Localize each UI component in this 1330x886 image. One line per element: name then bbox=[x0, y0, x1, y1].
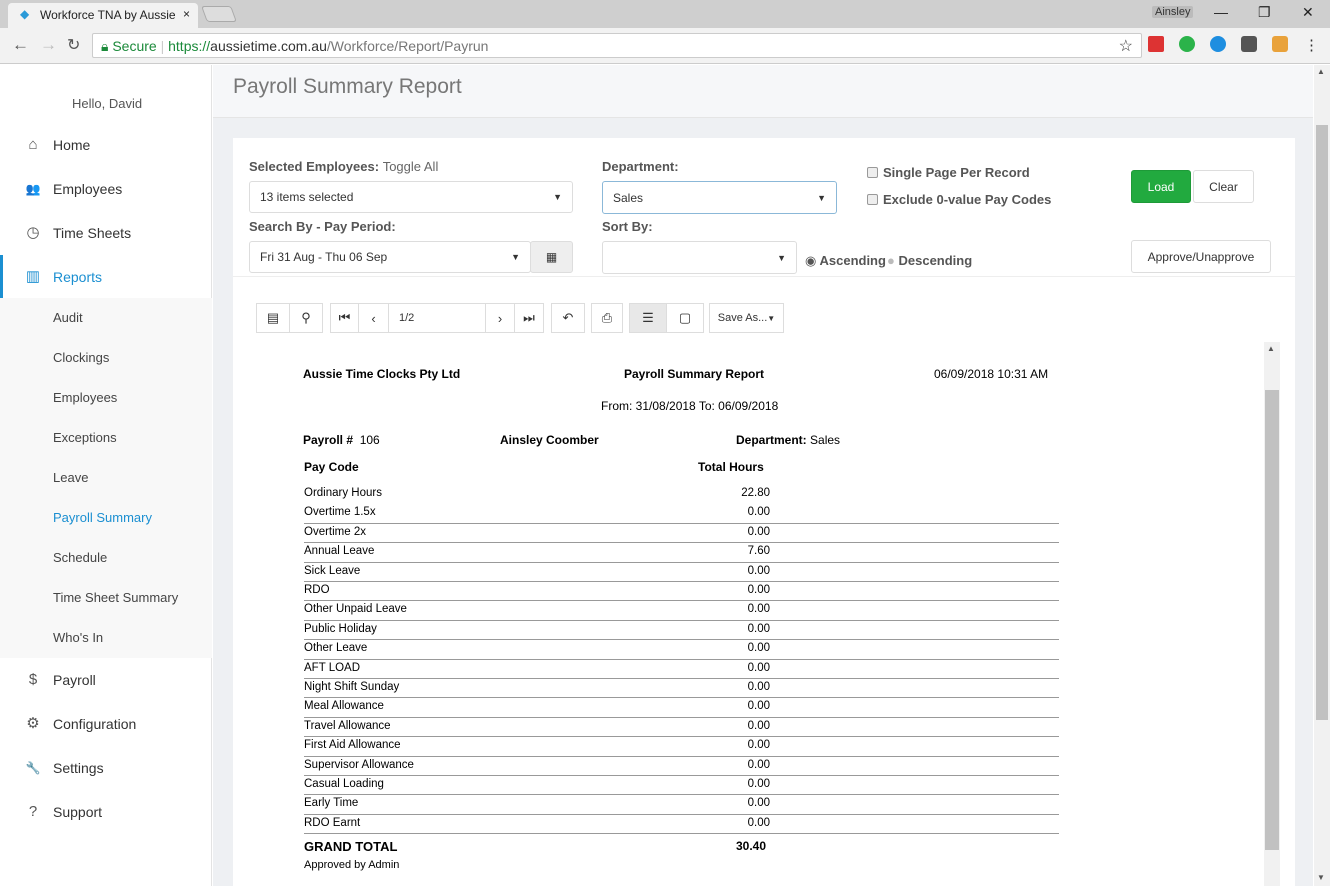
table-row bbox=[304, 815, 1059, 834]
hours-value: 0.00 bbox=[747, 700, 770, 713]
employees-select[interactable] bbox=[249, 181, 573, 213]
address-bar[interactable]: 🔒︎ Secure | https://aussietime.com.au/Workforce/Report/Payrun ☆ bbox=[92, 33, 1142, 58]
hours-value: 0.00 bbox=[747, 642, 770, 655]
print-icon: ⎙ bbox=[601, 310, 613, 325]
greeting: Hello, David bbox=[72, 96, 143, 111]
nav-label: Employees bbox=[53, 181, 123, 197]
page-input[interactable]: 1/2 bbox=[388, 303, 486, 333]
caret-down-icon: ▼ bbox=[817, 192, 826, 203]
nav-report-time-sheet-summary[interactable]: Time Sheet Summary bbox=[0, 578, 212, 618]
close-window-icon[interactable]: ✕ bbox=[1302, 4, 1314, 20]
table-row bbox=[304, 485, 1059, 504]
table-row bbox=[304, 524, 1059, 543]
page-title: Payroll Summary Report bbox=[233, 75, 462, 98]
table-row bbox=[304, 718, 1059, 737]
pay-code: Overtime 1.5x bbox=[304, 506, 376, 519]
document-icon: ▤ bbox=[266, 310, 280, 325]
bookmark-star-icon[interactable]: ☆ bbox=[1118, 38, 1133, 55]
back-icon[interactable]: ← bbox=[12, 35, 29, 54]
pay-code: Other Unpaid Leave bbox=[304, 603, 407, 616]
nav-report-leave[interactable]: Leave bbox=[0, 458, 212, 498]
hours-value: 0.00 bbox=[747, 584, 770, 596]
pay-code: AFT LOAD bbox=[304, 661, 361, 674]
nav-label: Support bbox=[53, 804, 103, 820]
print-button[interactable] bbox=[591, 303, 623, 333]
pay-code: Early Time bbox=[304, 797, 359, 810]
pay-code: Sick Leave bbox=[304, 564, 361, 577]
table-row bbox=[304, 660, 1059, 679]
payroll-label: Payroll # bbox=[303, 433, 354, 447]
nav-report-exceptions[interactable]: Exceptions bbox=[0, 418, 212, 458]
single-page-checkbox[interactable]: Single Page Per Record bbox=[867, 165, 1030, 180]
hours-value: 0.00 bbox=[747, 622, 770, 635]
pay-code: RDO bbox=[304, 584, 330, 596]
total-hours-header: Total Hours bbox=[698, 460, 764, 474]
report-title: Payroll Summary Report bbox=[624, 367, 765, 381]
pay-code-header: Pay Code bbox=[304, 460, 359, 474]
approved-by: Approved by Admin bbox=[304, 859, 400, 871]
pay-code: Public Holiday bbox=[304, 622, 377, 635]
grammarly-icon[interactable] bbox=[1179, 36, 1195, 52]
extension-icon[interactable] bbox=[1272, 36, 1288, 52]
pay-code: First Aid Allowance bbox=[304, 739, 401, 752]
company-name: Aussie Time Clocks Pty Ltd bbox=[303, 367, 461, 381]
nav-configuration[interactable] bbox=[0, 702, 212, 746]
pay-code: RDO Earnt bbox=[304, 816, 361, 829]
reload-icon[interactable]: ↻ bbox=[67, 37, 81, 54]
pay-code: Night Shift Sunday bbox=[304, 681, 400, 693]
url-host: aussietime.com.au bbox=[210, 38, 327, 54]
descending-radio[interactable]: ● Descending bbox=[887, 253, 973, 268]
department-select[interactable] bbox=[602, 181, 837, 214]
dollar-icon: $ bbox=[28, 671, 38, 688]
nav-employees[interactable] bbox=[0, 167, 212, 211]
nav-label: Settings bbox=[53, 760, 104, 776]
nav-label: Home bbox=[53, 137, 91, 153]
page-scrollbar[interactable]: ▲ ▼ bbox=[1314, 65, 1330, 886]
table-row bbox=[304, 795, 1059, 814]
employee-name: Ainsley Coomber bbox=[500, 433, 599, 447]
pay-code: Ordinary Hours bbox=[304, 487, 382, 499]
nav-report-schedule[interactable]: Schedule bbox=[0, 538, 212, 578]
pay-code: Overtime 2x bbox=[304, 525, 366, 538]
sort-by-label: Sort By: bbox=[602, 219, 653, 234]
hours-value: 0.00 bbox=[747, 603, 770, 616]
gear-icon: ⚙ bbox=[26, 715, 40, 732]
help-icon: ? bbox=[28, 803, 38, 820]
table-row bbox=[304, 757, 1059, 776]
prev-page-button[interactable] bbox=[358, 303, 389, 333]
document-map-button[interactable] bbox=[256, 303, 290, 333]
ascending-radio[interactable]: ◉ Ascending bbox=[805, 253, 886, 268]
search-icon: ⚲ bbox=[301, 310, 311, 325]
calendar-icon: ▦ bbox=[545, 250, 558, 264]
extension-icon[interactable] bbox=[1210, 36, 1226, 52]
caret-down-icon: ▼ bbox=[777, 252, 786, 263]
home-icon: ⌂ bbox=[28, 136, 38, 153]
pay-code: Travel Allowance bbox=[304, 719, 391, 732]
search-button[interactable] bbox=[289, 303, 323, 333]
pay-period-value: Fri 31 Aug - Thu 06 Sep bbox=[260, 250, 388, 264]
nav-report-audit[interactable]: Audit bbox=[0, 298, 212, 338]
next-page-button[interactable] bbox=[485, 303, 515, 333]
table-row bbox=[304, 698, 1059, 717]
pocket-icon[interactable] bbox=[1241, 36, 1257, 52]
generated-timestamp: 06/09/2018 10:31 AM bbox=[934, 367, 1049, 381]
date-range: From: 31/08/2018 To: 06/09/2018 bbox=[601, 399, 779, 413]
department-label: Department: bbox=[602, 159, 679, 174]
reply-icon: ↶ bbox=[562, 310, 574, 325]
department-value: Sales bbox=[810, 433, 841, 447]
clock-icon: ◷ bbox=[26, 224, 40, 241]
bar-chart-icon: ▥ bbox=[25, 268, 41, 285]
pay-code: Supervisor Allowance bbox=[304, 758, 414, 771]
close-tab-icon[interactable]: × bbox=[182, 7, 190, 21]
load-button[interactable]: Load bbox=[1131, 170, 1191, 203]
hours-value: 0.00 bbox=[747, 525, 770, 538]
nav-home[interactable] bbox=[0, 123, 212, 167]
last-page-icon: ⏭ bbox=[523, 310, 535, 325]
toggle-all-link[interactable]: Toggle All bbox=[382, 159, 439, 174]
first-page-icon: ⏮ bbox=[338, 310, 351, 325]
browser-tab-bar bbox=[0, 0, 1330, 28]
url-scheme: https:// bbox=[168, 38, 211, 54]
nav-label: Configuration bbox=[53, 716, 137, 732]
nav-report-payroll-summary[interactable]: Payroll Summary bbox=[0, 498, 212, 538]
lock-icon: 🔒︎ bbox=[101, 38, 109, 54]
pay-code: Casual Loading bbox=[304, 778, 384, 790]
exclude-zero-checkbox[interactable]: Exclude 0-value Pay Codes bbox=[867, 192, 1051, 207]
hours-value: 22.80 bbox=[741, 487, 770, 499]
minimize-icon[interactable]: — bbox=[1214, 4, 1228, 20]
chevron-left-icon: ‹ bbox=[371, 310, 376, 326]
forward-icon[interactable]: → bbox=[40, 35, 57, 54]
pay-code: Other Leave bbox=[304, 642, 368, 655]
nav-report-employees[interactable]: Employees bbox=[0, 378, 212, 418]
restore-icon[interactable]: ❐ bbox=[1258, 4, 1271, 20]
hours-value: 0.00 bbox=[747, 758, 770, 771]
hours-value: 0.00 bbox=[747, 719, 770, 732]
single-page-icon: ▢ bbox=[678, 310, 692, 325]
tab-title: Workforce TNA by Aussie bbox=[40, 8, 176, 22]
hours-value: 0.00 bbox=[747, 816, 770, 829]
hours-value: 0.00 bbox=[747, 778, 770, 790]
department-label: Department: bbox=[736, 433, 807, 447]
table-row bbox=[304, 737, 1059, 756]
nav-payroll[interactable] bbox=[0, 658, 212, 702]
nav-time-sheets[interactable] bbox=[0, 211, 212, 255]
nav-label: Payroll bbox=[53, 672, 96, 688]
department-value: Sales bbox=[613, 190, 644, 205]
pay-code: Meal Allowance bbox=[304, 700, 384, 713]
url-path: /Workforce/Report/Payrun bbox=[326, 38, 489, 54]
table-row bbox=[304, 679, 1059, 698]
nav-label: Time Sheets bbox=[53, 225, 132, 241]
menu-icon[interactable]: ⋮ bbox=[1304, 37, 1319, 54]
nav-report-clockings[interactable]: Clockings bbox=[0, 338, 212, 378]
back-to-parent-button[interactable] bbox=[551, 303, 585, 333]
continuous-view-button[interactable] bbox=[629, 303, 667, 333]
caret-down-icon: ▼ bbox=[511, 252, 520, 262]
hours-value: 0.00 bbox=[747, 739, 770, 752]
clear-button[interactable]: Clear bbox=[1193, 170, 1254, 203]
new-tab-button[interactable] bbox=[201, 6, 237, 22]
employees-value: 13 items selected bbox=[260, 190, 354, 204]
table-row bbox=[304, 640, 1059, 659]
nav-settings[interactable] bbox=[0, 746, 212, 790]
report-scrollbar[interactable]: ▲ bbox=[1264, 342, 1280, 886]
grand-total-value: 30.40 bbox=[736, 839, 767, 853]
approve-unapprove-button[interactable]: Approve/Unapprove bbox=[1131, 240, 1271, 273]
table-row bbox=[304, 543, 1059, 562]
table-row bbox=[304, 601, 1059, 620]
hours-value: 0.00 bbox=[747, 564, 770, 577]
extension-icon[interactable] bbox=[1148, 36, 1164, 52]
table-row bbox=[304, 582, 1059, 601]
hours-value: 0.00 bbox=[747, 681, 770, 693]
single-page-view-button[interactable] bbox=[666, 303, 704, 333]
save-as-button[interactable]: Save As... ▼ bbox=[709, 303, 784, 333]
hours-value: 7.60 bbox=[747, 545, 770, 558]
nav-report-who-s-in[interactable]: Who's In bbox=[0, 618, 212, 658]
grand-total-label: GRAND TOTAL bbox=[304, 839, 398, 854]
table-row bbox=[304, 776, 1059, 795]
caret-down-icon: ▼ bbox=[553, 192, 562, 202]
table-row bbox=[304, 563, 1059, 582]
chevron-right-icon: › bbox=[497, 310, 503, 326]
last-page-button[interactable] bbox=[514, 303, 544, 333]
hours-value: 0.00 bbox=[747, 797, 770, 810]
nav-label: Reports bbox=[53, 269, 103, 285]
calendar-button[interactable] bbox=[530, 241, 573, 273]
users-icon: 👥 bbox=[25, 182, 41, 196]
first-page-button[interactable] bbox=[330, 303, 359, 333]
nav-reports[interactable] bbox=[0, 255, 212, 299]
profile-name[interactable]: Ainsley bbox=[1152, 6, 1193, 18]
nav-support[interactable] bbox=[0, 790, 212, 834]
report-document bbox=[250, 342, 1280, 886]
pay-period-label: Search By - Pay Period: bbox=[249, 219, 396, 234]
table-row bbox=[304, 504, 1059, 523]
divider bbox=[233, 276, 1295, 277]
pay-period-select[interactable] bbox=[249, 241, 531, 273]
table-row bbox=[304, 621, 1059, 640]
secure-label: Secure bbox=[112, 38, 157, 54]
browser-tab[interactable] bbox=[8, 3, 198, 28]
sort-by-select[interactable] bbox=[602, 241, 797, 274]
selected-employees-label: Selected Employees: Toggle All bbox=[249, 159, 439, 174]
pay-code: Annual Leave bbox=[304, 545, 375, 558]
hours-value: 0.00 bbox=[747, 661, 770, 674]
hours-value: 0.00 bbox=[747, 506, 770, 519]
payroll-number: 106 bbox=[359, 433, 380, 447]
favicon-icon: ◆ bbox=[20, 7, 30, 21]
continuous-page-icon: ☰ bbox=[642, 310, 654, 325]
wrench-icon: 🔧 bbox=[25, 761, 41, 775]
